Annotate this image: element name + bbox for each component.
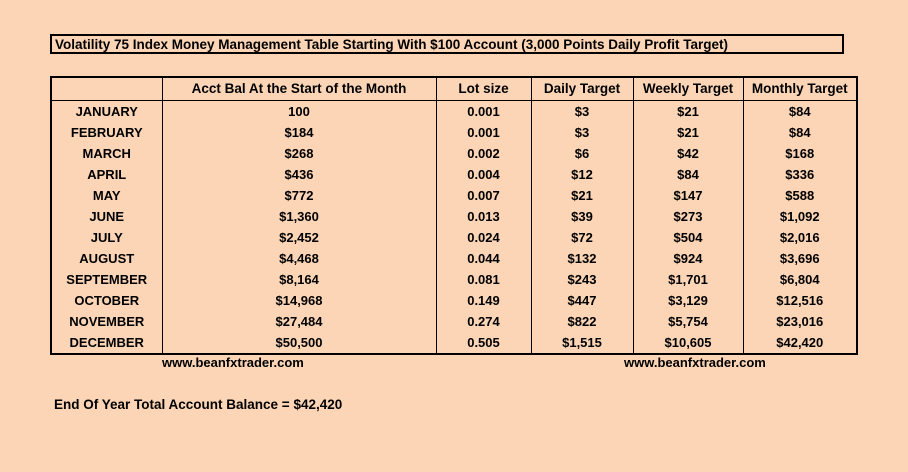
table-row [51,248,857,269]
table-header-row [51,77,857,101]
account-balance-cell: $436 [162,164,436,185]
weekly-target-cell: $924 [633,248,743,269]
account-balance-header: Acct Bal At the Start of the Month [162,77,436,101]
monthly-target-cell: $1,092 [743,206,857,227]
account-balance-cell: $4,468 [162,248,436,269]
table-title: Volatility 75 Index Money Management Table Starting With $100 Account (3,000 Points Daily Profit Target) [50,34,844,54]
month-cell: APRIL [51,164,162,185]
weekly-target-cell: $84 [633,164,743,185]
end-of-year-balance: End Of Year Total Account Balance = $42,420 [54,397,343,412]
lot-size-header: Lot size [436,77,531,101]
table-row [51,185,857,206]
month-cell: MARCH [51,143,162,164]
account-balance-cell: $8,164 [162,269,436,290]
table-row [51,290,857,311]
account-balance-cell: $1,360 [162,206,436,227]
daily-target-cell: $243 [531,269,633,290]
daily-target-cell: $132 [531,248,633,269]
website-link-left[interactable]: www.beanfxtrader.com [162,355,304,370]
month-cell: DECEMBER [51,332,162,354]
weekly-target-cell: $42 [633,143,743,164]
month-cell: JUNE [51,206,162,227]
monthly-target-cell: $12,516 [743,290,857,311]
monthly-target-cell: $23,016 [743,311,857,332]
account-balance-cell: $2,452 [162,227,436,248]
daily-target-cell: $12 [531,164,633,185]
month-cell: SEPTEMBER [51,269,162,290]
weekly-target-cell: $504 [633,227,743,248]
account-balance-cell: 100 [162,101,436,123]
table-body [51,101,857,355]
monthly-target-cell: $168 [743,143,857,164]
monthly-target-header: Monthly Target [743,77,857,101]
weekly-target-cell: $3,129 [633,290,743,311]
lot-size-cell: 0.274 [436,311,531,332]
daily-target-cell: $6 [531,143,633,164]
monthly-target-cell: $588 [743,185,857,206]
month-cell: JULY [51,227,162,248]
lot-size-cell: 0.044 [436,248,531,269]
daily-target-cell: $3 [531,101,633,123]
daily-target-header: Daily Target [531,77,633,101]
monthly-target-cell: $42,420 [743,332,857,354]
account-balance-cell: $772 [162,185,436,206]
weekly-target-cell: $21 [633,122,743,143]
table-row [51,101,857,123]
daily-target-cell: $72 [531,227,633,248]
account-balance-cell: $27,484 [162,311,436,332]
month-cell: JANUARY [51,101,162,123]
monthly-target-cell: $84 [743,101,857,123]
account-balance-cell: $268 [162,143,436,164]
daily-target-cell: $21 [531,185,633,206]
table-row [51,269,857,290]
account-balance-cell: $14,968 [162,290,436,311]
lot-size-cell: 0.004 [436,164,531,185]
monthly-target-cell: $84 [743,122,857,143]
weekly-target-header: Weekly Target [633,77,743,101]
lot-size-cell: 0.007 [436,185,531,206]
month-cell: AUGUST [51,248,162,269]
daily-target-cell: $822 [531,311,633,332]
table-row [51,164,857,185]
lot-size-cell: 0.024 [436,227,531,248]
monthly-target-cell: $6,804 [743,269,857,290]
lot-size-cell: 0.149 [436,290,531,311]
lot-size-cell: 0.081 [436,269,531,290]
weekly-target-cell: $1,701 [633,269,743,290]
daily-target-cell: $1,515 [531,332,633,354]
account-balance-cell: $50,500 [162,332,436,354]
month-cell: OCTOBER [51,290,162,311]
lot-size-cell: 0.013 [436,206,531,227]
lot-size-cell: 0.002 [436,143,531,164]
month-cell: NOVEMBER [51,311,162,332]
monthly-target-cell: $336 [743,164,857,185]
lot-size-cell: 0.001 [436,101,531,123]
monthly-target-cell: $3,696 [743,248,857,269]
daily-target-cell: $3 [531,122,633,143]
website-link-right[interactable]: www.beanfxtrader.com [624,355,766,370]
account-balance-cell: $184 [162,122,436,143]
weekly-target-cell: $147 [633,185,743,206]
lot-size-cell: 0.505 [436,332,531,354]
monthly-target-cell: $2,016 [743,227,857,248]
weekly-target-cell: $10,605 [633,332,743,354]
lot-size-cell: 0.001 [436,122,531,143]
weekly-target-cell: $21 [633,101,743,123]
month-cell: FEBRUARY [51,122,162,143]
table-row [51,332,857,354]
money-management-table [50,76,858,355]
table-row [51,206,857,227]
table-row [51,122,857,143]
daily-target-cell: $39 [531,206,633,227]
month-header [51,77,162,101]
weekly-target-cell: $273 [633,206,743,227]
month-cell: MAY [51,185,162,206]
daily-target-cell: $447 [531,290,633,311]
table-row [51,143,857,164]
table-row [51,227,857,248]
weekly-target-cell: $5,754 [633,311,743,332]
table-row [51,311,857,332]
